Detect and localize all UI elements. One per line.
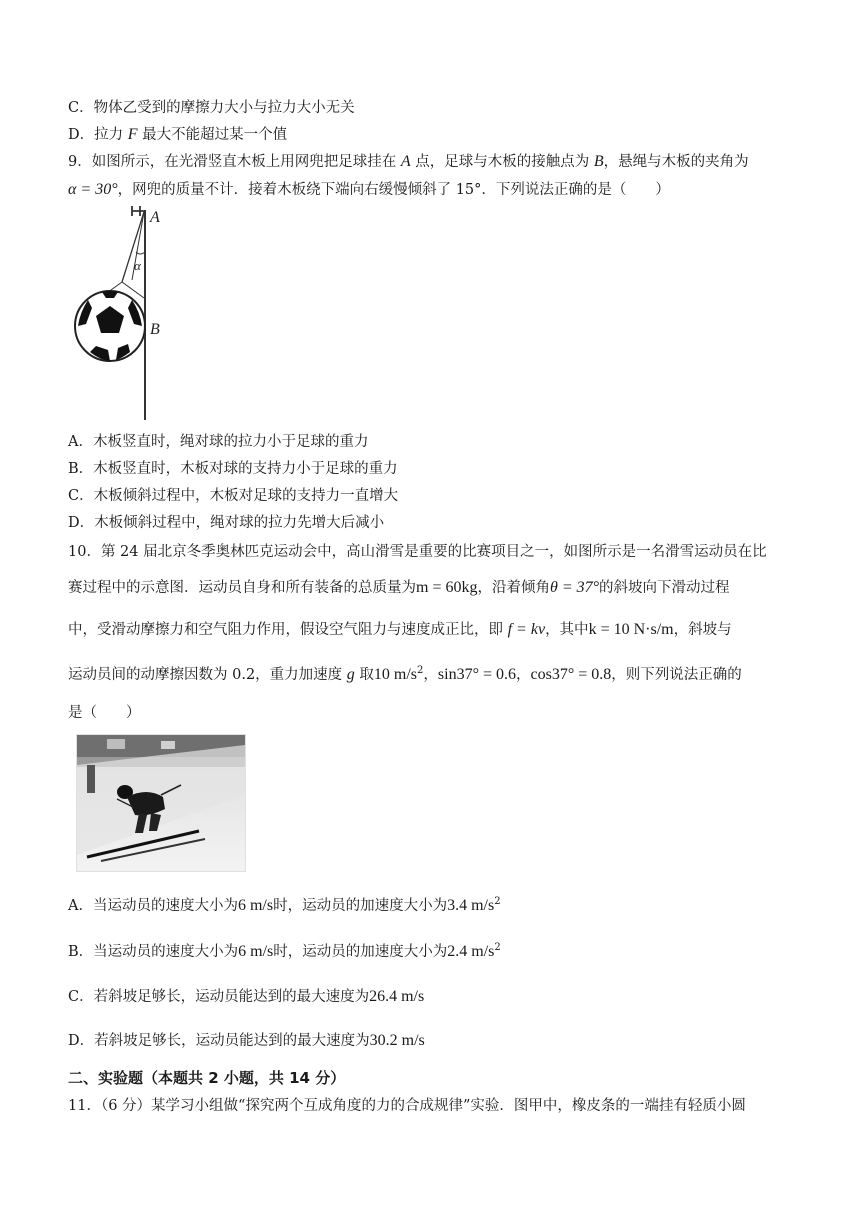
- q11-stem-line1: [68, 1096, 746, 1116]
- q11-text-1: 11．（6 分）某学习小组做“探究两个互成角度的力的合成规律”实验．图甲中，橡皮条的一端挂有轻质小圆: [68, 1098, 746, 1114]
- q9-option-c: [68, 486, 398, 506]
- var-f: F: [127, 126, 138, 143]
- q10-text-3a: 中，受滑动摩擦力和空气阻力作用，假设空气阻力与速度成正比，即: [68, 622, 508, 638]
- q10-stem-line4: 运动员间的动摩擦因数为 0.2，重力加速度 g 取10 $m/s^2$，sin37° = 0.6，cos37° = 0.8，则下列说法正确的: [68, 665, 742, 683]
- q10-a-v1: 6 m/s: [237, 897, 274, 914]
- q9-option-a: [68, 432, 368, 452]
- f-expr: f = kv: [507, 621, 546, 638]
- q10-stem-line5: [68, 703, 141, 723]
- q10-a-sq: 2: [494, 896, 501, 907]
- q10-c-pre: C．若斜坡足够长，运动员能达到的最大速度为: [68, 989, 370, 1005]
- q10-text-4e: ，则下列说法正确的: [611, 667, 742, 683]
- q9-option-b: [68, 459, 398, 479]
- q10-option-b: [68, 942, 501, 962]
- q10-text-5: 是（ ）: [68, 705, 141, 721]
- q9-text-rest: ，网兜的质量不计．接着木板绕下端向右缓慢倾斜了 15°．下列说法正确的是（ ）: [117, 182, 670, 198]
- q9-text-b: 点，足球与木板的接触点为: [410, 154, 594, 170]
- k-expr: k = 10 N·s/m: [588, 621, 674, 638]
- label-alpha: α: [134, 258, 141, 273]
- mass-expr: m = 60kg: [416, 579, 478, 596]
- q10-text-2b: ，沿着倾角: [477, 580, 550, 596]
- sin-expr: sin37° = 0.6: [437, 666, 516, 683]
- q9-stem-line2: [68, 180, 670, 200]
- q10-text-4d: ，: [515, 667, 531, 683]
- q10-d-v1: 30.2 m/s: [369, 1032, 425, 1049]
- cos-expr: cos37° = 0.8: [530, 666, 612, 683]
- q10-a-pre: A．当运动员的速度大小为: [68, 898, 238, 914]
- g-value: 10 m/s: [373, 666, 418, 683]
- q10-a-mid: 时，运动员的加速度大小为: [273, 898, 448, 914]
- q9-option-b-text: B．木板竖直时，木板对球的支持力小于足球的重力: [68, 461, 398, 477]
- q10-option-d: [68, 1031, 425, 1051]
- q9-option-c-text: C．木板倾斜过程中，木板对足球的支持力一直增大: [68, 488, 399, 504]
- alpha-expr: α = 30°: [68, 181, 118, 198]
- skier-photo: [76, 734, 246, 872]
- q10-option-c: [68, 987, 424, 1007]
- q10-b-mid: 时，运动员的加速度大小为: [273, 944, 448, 960]
- q10-a-v2: 3.4 m/s: [447, 897, 495, 914]
- q10-b-v1: 6 m/s: [238, 943, 274, 960]
- var-b: B: [593, 153, 604, 170]
- q10-option-a: [68, 896, 501, 916]
- q10-stem-line2: [68, 578, 730, 598]
- q10-text-2a: 赛过程中的示意图．运动员自身和所有装备的总质量为: [68, 580, 416, 596]
- q10-text-1: 10．第 24 届北京冬季奥林匹克运动会中，高山滑雪是重要的比赛项目之一，如图所示是一名滑雪运动员在比: [68, 544, 767, 560]
- q9-text-c: ，悬绳与木板的夹角为: [603, 154, 749, 170]
- g-var: g: [346, 666, 355, 683]
- label-a: A: [150, 209, 160, 226]
- section-title: [68, 1068, 345, 1088]
- q10-d-pre: D．若斜坡足够长，运动员能达到的最大速度为: [68, 1033, 370, 1049]
- q9-option-a-text: A．木板竖直时，绳对球的拉力小于足球的重力: [68, 434, 369, 450]
- option-d-post: 最大不能超过某一个值: [137, 127, 288, 143]
- theta-expr: θ = 37°: [549, 579, 600, 596]
- q10-text-2c: 的斜坡向下滑动过程: [599, 580, 730, 596]
- q10-b-pre: B．当运动员的速度大小为: [68, 944, 239, 960]
- q10-stem-line3: [68, 620, 732, 640]
- option-c-text: C．物体乙受到的摩擦力大小与拉力大小无关: [68, 100, 355, 116]
- q9-option-d: [68, 513, 384, 533]
- q10-b-v2: 2.4 m/s: [447, 943, 495, 960]
- section-title-text: 二、实验题（本题共 2 小题，共 14 分）: [68, 1069, 346, 1087]
- var-a: A: [400, 153, 411, 170]
- q10-text-4c: ，: [423, 667, 438, 683]
- q10-b-sq: 2: [494, 942, 501, 953]
- label-b: B: [150, 321, 160, 338]
- option-d-pre: D．拉力: [68, 127, 128, 143]
- option-c-prev: [68, 98, 355, 118]
- q9-option-d-text: D．木板倾斜过程中，绳对球的拉力先增大后减小: [68, 515, 385, 531]
- q10-text-3b: ，其中: [545, 622, 589, 638]
- football-figure: [70, 200, 180, 422]
- q10-text-4a: 运动员间的动摩擦因数为 0.2，重力加速度: [68, 667, 347, 683]
- q10-stem-line1: [68, 542, 767, 562]
- option-d-prev: [68, 125, 287, 145]
- q10-text-3c: ，斜坡与: [673, 622, 732, 638]
- q9-stem-line1: [68, 152, 749, 172]
- q10-text-4b: 取: [354, 667, 374, 683]
- q9-text-a: 9．如图所示，在光滑竖直木板上用网兜把足球挂在: [68, 154, 401, 170]
- q10-c-v1: 26.4 m/s: [369, 988, 425, 1005]
- skier-illustration: [77, 735, 245, 871]
